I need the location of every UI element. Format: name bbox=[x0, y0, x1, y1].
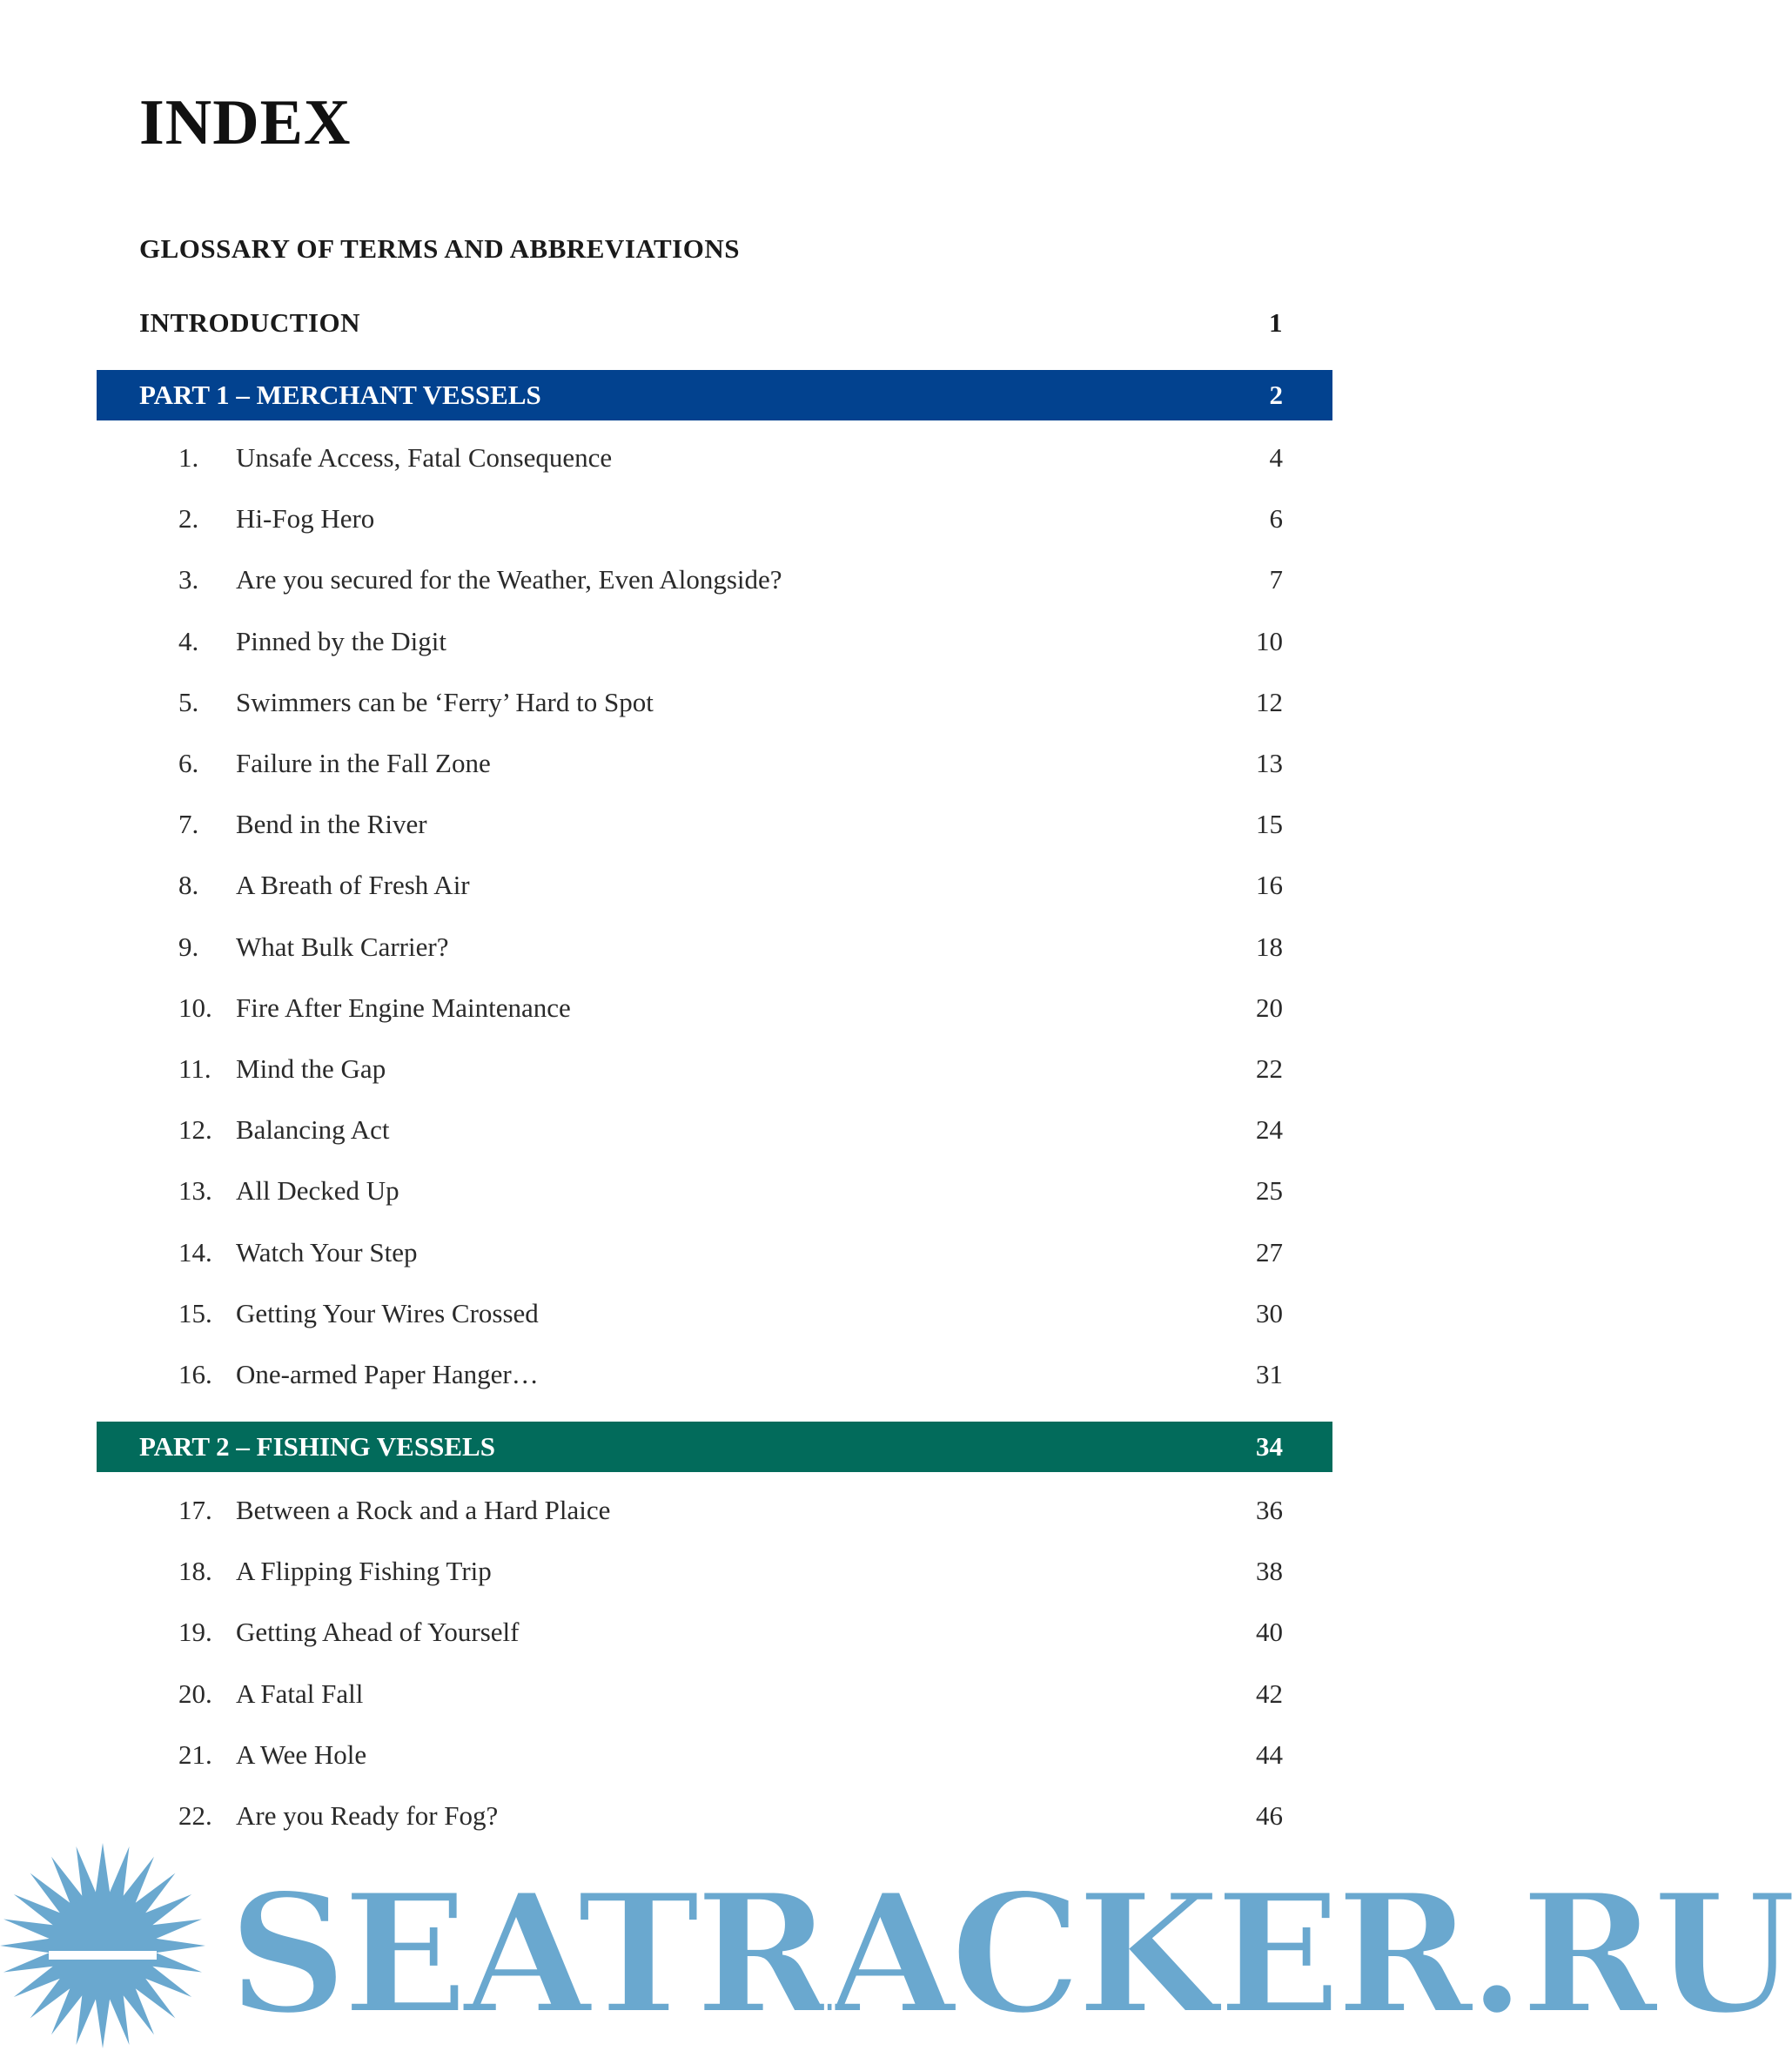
index-entry[interactable] bbox=[178, 1491, 1283, 1530]
part1-label: PART 1 – MERCHANT VESSELS bbox=[139, 380, 541, 410]
entry-page: 22 bbox=[1256, 1053, 1283, 1084]
entry-number: 8. bbox=[178, 870, 199, 901]
index-entry[interactable] bbox=[178, 683, 1283, 722]
index-entry[interactable] bbox=[178, 1797, 1283, 1835]
entry-title: Getting Ahead of Yourself bbox=[236, 1617, 520, 1648]
introduction-page: 1 bbox=[1269, 307, 1283, 338]
part2-label: PART 2 – FISHING VESSELS bbox=[139, 1431, 495, 1462]
entry-page: 46 bbox=[1256, 1800, 1283, 1831]
entry-page: 25 bbox=[1256, 1175, 1283, 1207]
index-entry[interactable] bbox=[178, 1736, 1283, 1774]
index-entry[interactable] bbox=[178, 622, 1283, 661]
part1-page: 2 bbox=[1269, 380, 1283, 410]
entry-page: 44 bbox=[1256, 1738, 1283, 1770]
entry-number: 20. bbox=[178, 1678, 212, 1709]
entry-page: 7 bbox=[1269, 564, 1283, 595]
part2-page: 34 bbox=[1256, 1431, 1283, 1462]
entry-number: 3. bbox=[178, 564, 199, 595]
entry-title: Hi-Fog Hero bbox=[236, 503, 375, 535]
part1-header[interactable] bbox=[97, 370, 1332, 420]
index-entry[interactable] bbox=[178, 744, 1283, 783]
entry-page: 15 bbox=[1256, 809, 1283, 840]
index-entry[interactable] bbox=[178, 1355, 1283, 1394]
index-entry[interactable] bbox=[178, 500, 1283, 538]
entry-number: 21. bbox=[178, 1738, 212, 1770]
entry-number: 1. bbox=[178, 442, 199, 473]
entry-page: 40 bbox=[1256, 1617, 1283, 1648]
entry-title: Balancing Act bbox=[236, 1114, 390, 1146]
index-entry[interactable] bbox=[178, 1050, 1283, 1088]
entry-title: Swimmers can be ‘Ferry’ Hard to Spot bbox=[236, 686, 654, 717]
part2-header[interactable] bbox=[97, 1422, 1332, 1472]
introduction-label: INTRODUCTION bbox=[139, 307, 361, 338]
entry-title: Fire After Engine Maintenance bbox=[236, 992, 571, 1023]
index-entry[interactable] bbox=[178, 1111, 1283, 1149]
entry-page: 30 bbox=[1256, 1297, 1283, 1328]
entry-number: 17. bbox=[178, 1495, 212, 1525]
index-entry[interactable] bbox=[178, 805, 1283, 844]
entry-title: A Fatal Fall bbox=[236, 1678, 364, 1709]
entry-title: Getting Your Wires Crossed bbox=[236, 1297, 539, 1328]
index-entry[interactable] bbox=[178, 561, 1283, 599]
sun-icon bbox=[0, 1843, 205, 2048]
index-entry[interactable] bbox=[178, 1294, 1283, 1333]
entry-number: 10. bbox=[178, 992, 212, 1023]
entry-title: Are you Ready for Fog? bbox=[236, 1800, 499, 1831]
entry-number: 6. bbox=[178, 748, 199, 778]
entry-title: All Decked Up bbox=[236, 1175, 399, 1207]
page-title: INDEX bbox=[139, 87, 352, 158]
entry-page: 13 bbox=[1256, 748, 1283, 778]
index-entry[interactable] bbox=[178, 989, 1283, 1027]
entry-number: 9. bbox=[178, 931, 199, 962]
entry-page: 24 bbox=[1256, 1114, 1283, 1146]
entry-number: 7. bbox=[178, 809, 199, 840]
entry-page: 18 bbox=[1256, 931, 1283, 962]
entry-number: 11. bbox=[178, 1053, 211, 1084]
entry-page: 12 bbox=[1256, 686, 1283, 717]
glossary-row[interactable] bbox=[139, 232, 1283, 266]
watermark-text: SEATRACKER.RU bbox=[228, 1857, 1792, 2051]
entry-title: What Bulk Carrier? bbox=[236, 931, 449, 962]
index-entry[interactable] bbox=[178, 1172, 1283, 1210]
entry-number: 15. bbox=[178, 1297, 212, 1328]
entry-number: 13. bbox=[178, 1175, 212, 1207]
index-entry[interactable] bbox=[178, 866, 1283, 904]
entry-number: 4. bbox=[178, 625, 199, 656]
entry-title: Unsafe Access, Fatal Consequence bbox=[236, 442, 613, 473]
entry-title: Are you secured for the Weather, Even Alongside? bbox=[236, 564, 782, 595]
entry-number: 22. bbox=[178, 1800, 212, 1831]
entry-number: 2. bbox=[178, 503, 199, 535]
index-entry[interactable] bbox=[178, 1675, 1283, 1713]
entry-page: 42 bbox=[1256, 1678, 1283, 1709]
entry-page: 20 bbox=[1256, 992, 1283, 1023]
entry-title: Watch Your Step bbox=[236, 1236, 418, 1268]
entry-page: 27 bbox=[1256, 1236, 1283, 1268]
entry-page: 4 bbox=[1269, 442, 1283, 473]
glossary-label: GLOSSARY OF TERMS AND ABBREVIATIONS bbox=[139, 233, 740, 264]
index-entry[interactable] bbox=[178, 1234, 1283, 1272]
entry-title: A Breath of Fresh Air bbox=[236, 870, 470, 901]
entry-title: Between a Rock and a Hard Plaice bbox=[236, 1495, 611, 1525]
entry-title: Mind the Gap bbox=[236, 1053, 386, 1084]
entry-number: 14. bbox=[178, 1236, 212, 1268]
entry-title: Failure in the Fall Zone bbox=[236, 748, 491, 778]
entry-page: 16 bbox=[1256, 870, 1283, 901]
index-entry[interactable] bbox=[178, 1613, 1283, 1651]
entry-title: A Wee Hole bbox=[236, 1738, 367, 1770]
index-entry[interactable] bbox=[178, 439, 1283, 477]
entry-title: One-armed Paper Hanger… bbox=[236, 1359, 539, 1389]
entry-number: 5. bbox=[178, 686, 199, 717]
entry-title: A Flipping Fishing Trip bbox=[236, 1556, 492, 1587]
index-entry[interactable] bbox=[178, 1552, 1283, 1590]
index-entry[interactable] bbox=[178, 928, 1283, 966]
entry-page: 38 bbox=[1256, 1556, 1283, 1587]
entry-page: 36 bbox=[1256, 1495, 1283, 1525]
entry-number: 18. bbox=[178, 1556, 212, 1587]
introduction-row[interactable] bbox=[139, 306, 1283, 340]
entry-page: 31 bbox=[1256, 1359, 1283, 1389]
entry-number: 12. bbox=[178, 1114, 212, 1146]
entry-number: 16. bbox=[178, 1359, 212, 1389]
entry-page: 10 bbox=[1256, 625, 1283, 656]
entry-page: 6 bbox=[1269, 503, 1283, 535]
entry-number: 19. bbox=[178, 1617, 212, 1648]
entry-title: Pinned by the Digit bbox=[236, 625, 446, 656]
entry-title: Bend in the River bbox=[236, 809, 427, 840]
